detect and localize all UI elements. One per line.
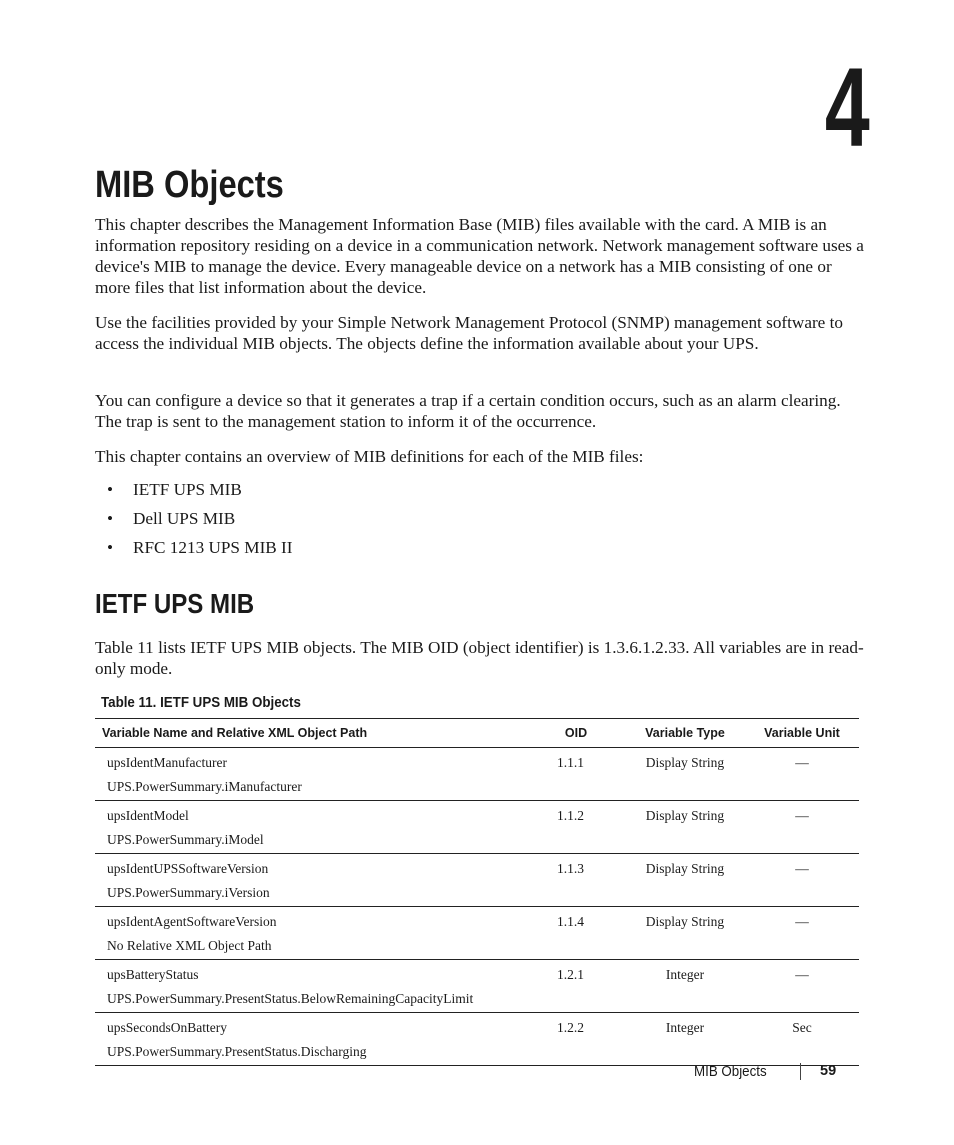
variable-cell	[95, 960, 527, 1013]
table-row	[95, 854, 859, 907]
intro-paragraph-4: This chapter contains an overview of MIB definitions for each of the MIB files:	[95, 447, 644, 466]
footer-separator	[800, 1063, 801, 1080]
table-caption: Table 11. IETF UPS MIB Objects	[101, 695, 301, 711]
unit-cell: —	[745, 748, 859, 801]
mib-file-list	[107, 475, 293, 562]
oid-cell: 1.1.2	[527, 801, 625, 854]
table-header-row	[95, 719, 859, 748]
variable-path: UPS.PowerSummary.iVersion	[107, 885, 270, 900]
variable-name: upsIdentUPSSoftwareVersion	[107, 861, 269, 876]
unit-cell: —	[745, 907, 859, 960]
table-row	[95, 748, 859, 801]
section-paragraph: Table 11 lists IETF UPS MIB objects. The MIB OID (object identifier) is 1.3.6.1.2.33. All variables are in read-only mode.	[95, 638, 864, 678]
variable-path: UPS.PowerSummary.iModel	[107, 832, 264, 847]
variable-name: upsIdentManufacturer	[107, 755, 227, 770]
variable-cell	[95, 748, 527, 801]
page-number: 59	[820, 1063, 837, 1079]
unit-cell: —	[745, 801, 859, 854]
oid-cell: 1.1.3	[527, 854, 625, 907]
oid-cell: 1.2.1	[527, 960, 625, 1013]
column-header-oid: OID	[527, 719, 625, 748]
type-cell: Integer	[625, 960, 745, 1013]
variable-cell	[95, 801, 527, 854]
table-row	[95, 1013, 859, 1066]
bullet-icon: •	[107, 538, 114, 557]
table-row	[95, 801, 859, 854]
variable-path: UPS.PowerSummary.PresentStatus.BelowRemainingCapacityLimit	[107, 991, 474, 1006]
type-cell: Display String	[625, 854, 745, 907]
column-header-unit: Variable Unit	[745, 719, 859, 748]
variable-cell	[95, 854, 527, 907]
list-item	[107, 533, 293, 562]
type-cell: Integer	[625, 1013, 745, 1066]
mib-objects-table	[95, 718, 859, 1066]
list-item-label: IETF UPS MIB	[133, 480, 242, 499]
intro-paragraph-2: Use the facilities provided by your Simple Network Management Protocol (SNMP) management software to access the individual MIB objects. The objects define the information available about your UPS.	[95, 313, 843, 353]
page-title: MIB Objects	[95, 164, 284, 206]
variable-cell	[95, 1013, 527, 1066]
variable-path: UPS.PowerSummary.PresentStatus.Discharging	[107, 1044, 367, 1059]
list-item	[107, 475, 293, 504]
section-title: IETF UPS MIB	[95, 588, 255, 619]
variable-name: upsBatteryStatus	[107, 967, 199, 982]
column-header-type: Variable Type	[625, 719, 745, 748]
oid-cell: 1.1.1	[527, 748, 625, 801]
list-item	[107, 504, 293, 533]
footer-title: MIB Objects	[694, 1064, 767, 1080]
variable-path: UPS.PowerSummary.iManufacturer	[107, 779, 302, 794]
variable-name: upsIdentModel	[107, 808, 189, 823]
variable-path: No Relative XML Object Path	[107, 938, 272, 953]
bullet-icon: •	[107, 480, 114, 499]
variable-cell	[95, 907, 527, 960]
unit-cell: Sec	[745, 1013, 859, 1066]
bullet-icon: •	[107, 509, 114, 528]
list-item-label: Dell UPS MIB	[133, 509, 236, 528]
variable-name: upsIdentAgentSoftwareVersion	[107, 914, 277, 929]
table-row	[95, 907, 859, 960]
intro-paragraph-3: You can configure a device so that it generates a trap if a certain condition occurs, such as an alarm clearing. The trap is sent to the management station to inform it of the occurrence.	[95, 391, 841, 431]
oid-cell: 1.1.4	[527, 907, 625, 960]
list-item-label: RFC 1213 UPS MIB II	[133, 538, 293, 557]
oid-cell: 1.2.2	[527, 1013, 625, 1066]
variable-name: upsSecondsOnBattery	[107, 1020, 227, 1035]
type-cell: Display String	[625, 748, 745, 801]
type-cell: Display String	[625, 801, 745, 854]
chapter-number: 4	[824, 45, 868, 170]
table-row	[95, 960, 859, 1013]
type-cell: Display String	[625, 907, 745, 960]
unit-cell: —	[745, 854, 859, 907]
unit-cell: —	[745, 960, 859, 1013]
intro-paragraph-1: This chapter describes the Management Information Base (MIB) files available with the card. A MIB is an information repository residing on a device in a communication network. Network management software uses a device's MIB to manage the device. Every manageable device on a network has a MIB consisting of one or more files that list information about the device.	[95, 215, 864, 297]
column-header-variable: Variable Name and Relative XML Object Path	[95, 719, 527, 748]
